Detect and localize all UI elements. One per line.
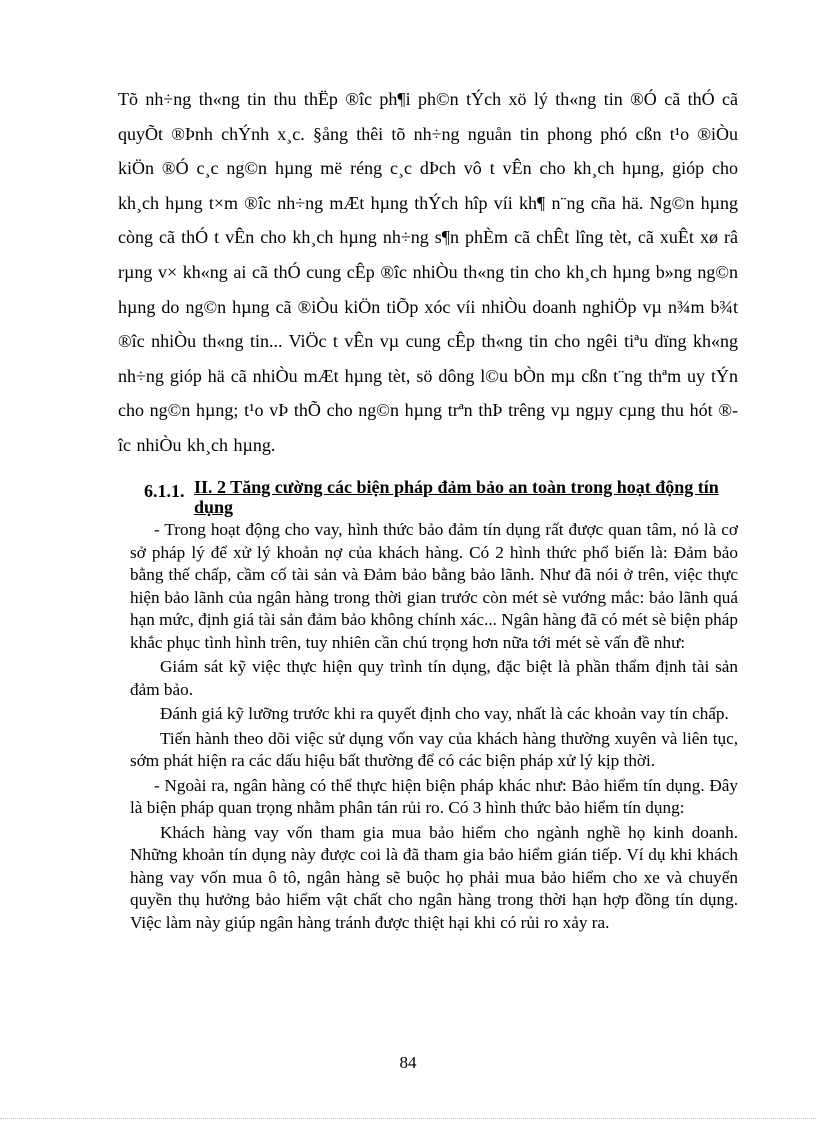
section-title: II. 2 Tăng cường các biện pháp đảm bảo an toàn trong hoạt động tín dụng <box>194 477 719 517</box>
section-heading <box>144 475 754 517</box>
section-number: 6.1.1. <box>144 481 185 501</box>
paragraph-collateral-forms: - Trong hoạt động cho vay, hình thức bảo đảm tín dụng rất được quan tâm, nó là cơ sở pháp lý để xử lý khoản nợ của khách hàng. Có 2 hình thức phổ biến là: Đảm bảo bằng thế chấp, cầm cố tài sản và Đảm bảo bằng bảo lãnh. Như đã nói ở trên, việc thực hiện bảo lãnh của ngân hàng trong thời gian trước còn mét sè vướng mắc: bảo lãnh quá hạn mức, định giá tài sản đảm bảo không chính xác... Ngân hàng đã có mét sè biện pháp khắc phục tình hình trên, tuy nhiên cần chú trọng hơn nữa tới mét sè vấn đề như: <box>130 520 738 652</box>
legacy-font-paragraph <box>118 82 738 463</box>
paragraph-evaluation: Đánh giá kỹ lưỡng trước khi ra quyết định cho vay, nhất là các khoản vay tín chấp. <box>160 704 729 723</box>
section-body <box>130 519 738 936</box>
paragraph-insurance-example: Khách hàng vay vốn tham gia mua bảo hiểm cho ngành nghề họ kinh doanh. Những khoản tín dụng này được coi là đã tham gia bảo hiểm gián tiếp. Ví dụ khi khách hàng vay vốn mua ô tô, ngân hàng sẽ buộc họ phải mua bảo hiểm cho xe và chuyển quyền thụ hưởng bảo hiểm vật chất cho ngân hàng trong thời hạn hợp đồng tín dụng. Việc làm này giúp ngân hàng tránh được thiệt hại khi có rủi ro xảy ra. <box>130 822 738 932</box>
paragraph-credit-insurance: - Ngoài ra, ngân hàng có thể thực hiện biện pháp khác như: Bảo hiểm tín dụng. Đây là biện pháp quan trọng nhằm phân tán rủi ro. Có 3 hình thức bảo hiểm tín dụng: <box>130 775 738 817</box>
paragraph-supervision: Giám sát kỹ việc thực hiện quy trình tín dụng, đặc biệt là phần thẩm định tài sản đảm bảo. <box>130 657 738 699</box>
paragraph-monitoring: Tiến hành theo dõi việc sử dụng vốn vay của khách hàng thường xuyên và liên tục, sớm phát hiện ra các dấu hiệu bất thường để có các biện pháp xử lý kịp thời. <box>130 728 738 770</box>
legacy-paragraph-text: Tõ nh÷ng th«ng tin thu thËp ®îc ph¶i ph©n tÝch xö lý th«ng tin ®Ó cã thÓ cã quyÕt ®Þnh chÝnh x¸c. §ång thêi tõ nh÷ng nguån tin phong phó cßn t¹o ®iÒu kiÖn ®Ó c¸c ng©n hµng më réng c¸c dÞch vô t vÊn cho kh¸ch hµng, gióp cho kh¸ch hµng t×m ®îc nh÷ng mÆt hµng thÝch hîp víi kh¶ n¨ng cña hä. Ng©n hµng còng cã thÓ t vÊn cho kh¸ch hµng nh÷ng s¶n phÈm cã chÊt lîng tèt, cã xuÊt xø râ rµng v× kh«ng ai cã thÓ cung cÊp ®îc nhiÒu th«ng tin cho kh¸ch hµng b»ng ng©n hµng do ng©n hµng cã ®iÒu kiÖn tiÕp xóc víi nhiÒu doanh nghiÖp vµ n¾m b¾t ®îc nhiÒu th«ng tin... ViÖc t vÊn vµ cung cÊp th«ng tin cho ngêi tiªu dïng kh«ng nh÷ng gióp hä cã nhiÒu mÆt hµng tèt, sö dông l©u bÒn mµ cßn t¨ng thªm uy tÝn cho ng©n hµng; t¹o vÞ thÕ cho ng©n hµng trªn thÞ trêng vµ ngµy cµng thu hót ®îc nhiÒu kh¸ch hµng. <box>118 89 738 455</box>
page-bottom-divider <box>0 1118 816 1120</box>
page-number: 84 <box>399 1053 417 1072</box>
